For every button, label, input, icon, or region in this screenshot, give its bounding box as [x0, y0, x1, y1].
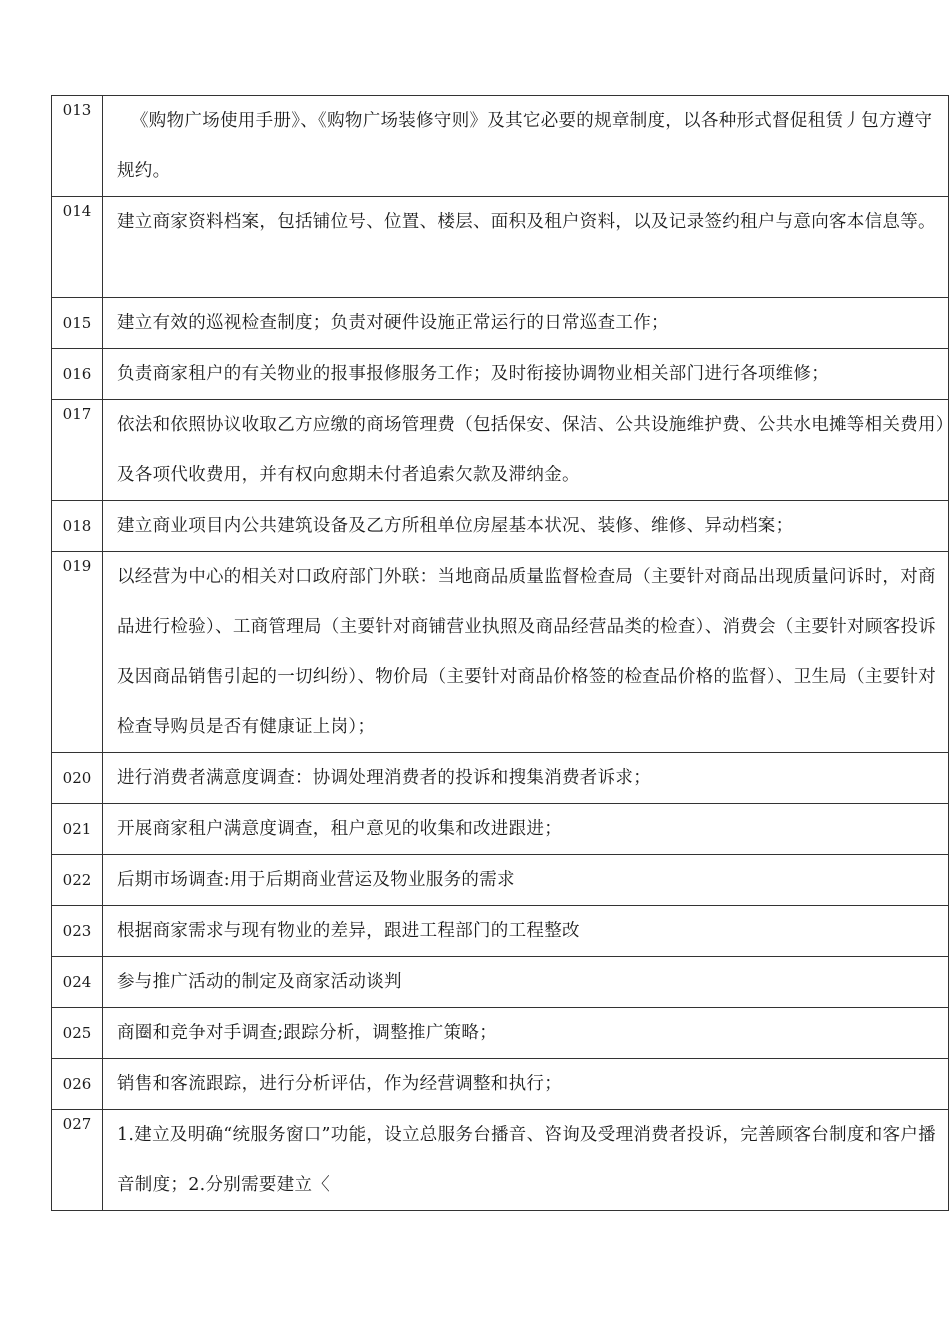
row-number: 017 — [52, 400, 103, 501]
row-number: 018 — [52, 501, 103, 552]
row-text: 负责商家租户的有关物业的报事报修服务工作；及时衔接协调物业相关部门进行各项维修； — [103, 349, 949, 400]
row-number: 022 — [52, 855, 103, 906]
row-text: 开展商家租户满意度调查，租户意见的收集和改进跟进； — [103, 804, 949, 855]
table-row — [52, 855, 949, 906]
row-text: 参与推广活动的制定及商家活动谈判 — [103, 957, 949, 1008]
row-number: 016 — [52, 349, 103, 400]
row-text: 以经营为中心的相关对口政府部门外联：当地商品质量监督检查局（主要针对商品出现质量问诉时，对商品进行检验）、工商管理局（主要针对商铺营业执照及商品经营品类的检查）、消费会（主要针对顾客投诉及因商品销售引起的一切纠纷）、物价局（主要针对商品价格签的检查品价格的监督）、卫生局（主要针对检查导购员是否有健康证上岗）； — [103, 552, 949, 753]
row-text: 销售和客流跟踪，进行分析评估，作为经营调整和执行； — [103, 1059, 949, 1110]
row-text: 《购物广场使用手册》、《购物广场装修守则》及其它必要的规章制度，以各种形式督促租赁丿包方遵守规约。 — [103, 96, 949, 197]
table-row — [52, 298, 949, 349]
row-text: 1.建立及明确“统服务窗口”功能，设立总服务台播音、咨询及受理消费者投诉，完善顾客台制度和客户播音制度；2.分别需要建立〈 — [103, 1110, 949, 1211]
table-row — [52, 1008, 949, 1059]
table-row — [52, 197, 949, 298]
table-row — [52, 753, 949, 804]
table-row — [52, 1059, 949, 1110]
row-number: 013 — [52, 96, 103, 197]
row-text: 依法和依照协议收取乙方应缴的商场管理费（包括保安、保洁、公共设施维护费、公共水电摊等相关费用）及各项代收费用，并有权向愈期未付者追索欠款及滞纳金。 — [103, 400, 949, 501]
row-number: 025 — [52, 1008, 103, 1059]
row-number: 024 — [52, 957, 103, 1008]
table-row — [52, 501, 949, 552]
row-text: 建立商家资料档案，包括铺位号、位置、楼层、面积及租户资料，以及记录签约租户与意向客本信息等。 — [103, 197, 949, 298]
row-number: 020 — [52, 753, 103, 804]
row-text: 进行消费者满意度调查：协调处理消费者的投诉和搜集消费者诉求； — [103, 753, 949, 804]
row-number: 019 — [52, 552, 103, 753]
row-number: 014 — [52, 197, 103, 298]
table-row — [52, 1110, 949, 1211]
row-text: 建立商业项目内公共建筑设备及乙方所租单位房屋基本状况、装修、维修、异动档案； — [103, 501, 949, 552]
row-number: 027 — [52, 1110, 103, 1211]
table-row — [52, 552, 949, 753]
table-row — [52, 349, 949, 400]
row-text: 后期市场调查:用于后期商业营运及物业服务的需求 — [103, 855, 949, 906]
row-text: 商圈和竞争对手调查;跟踪分析，调整推广策略； — [103, 1008, 949, 1059]
row-number: 015 — [52, 298, 103, 349]
responsibilities-table — [51, 95, 949, 1211]
table-row — [52, 957, 949, 1008]
row-number: 023 — [52, 906, 103, 957]
table-row — [52, 804, 949, 855]
table-row — [52, 906, 949, 957]
row-text: 建立有效的巡视检查制度；负责对硬件设施正常运行的日常巡查工作； — [103, 298, 949, 349]
row-number: 021 — [52, 804, 103, 855]
table-row — [52, 96, 949, 197]
row-number: 026 — [52, 1059, 103, 1110]
table-row — [52, 400, 949, 501]
row-text: 根据商家需求与现有物业的差异，跟进工程部门的工程整改 — [103, 906, 949, 957]
